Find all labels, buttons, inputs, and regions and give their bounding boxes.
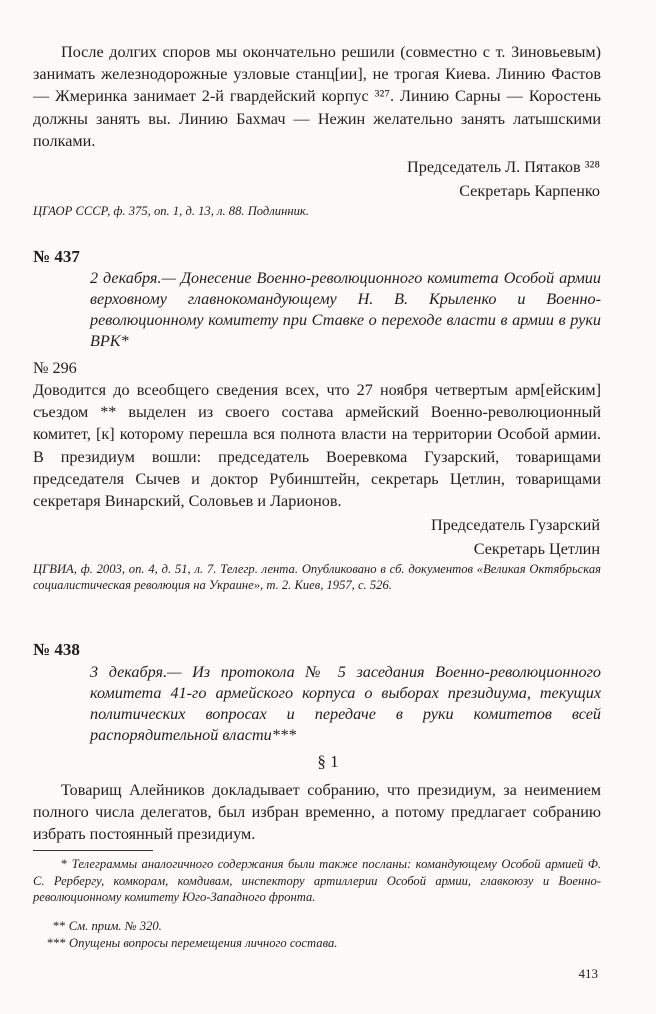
doc438-section-sign: § 1	[317, 752, 339, 771]
doc437-archive-source: ЦГВИА, ф. 2003, оп. 4, д. 51, л. 7. Телегр. лента. Опубликовано в сб. документов «Великая Октябрьская социалистическая революция на Украине», т. 2. Киев, 1957, с. 526.	[33, 562, 601, 593]
doc438-title: 3 декабря.— Из протокола № 5 заседания Военно-революционного комитета 41-го армейского корпуса о выборах президиума, текущих политических вопросах и передаче в руки комитетов всей распорядительной власти***	[90, 663, 601, 744]
doc438-paragraph: Товарищ Алейников докладывает собранию, что президиум, за неимением полного числа делегатов, был избран временно, а потому предлагает собранию избрать постоянный президиум.	[33, 781, 601, 844]
footnote-1-marker: *	[61, 857, 68, 871]
doc438-number: № 438	[33, 640, 80, 659]
doc437-sign-chair: Председатель Гузарский	[431, 516, 600, 534]
footnote-3-text: Опущены вопросы перемещения личного состава.	[69, 936, 338, 950]
footnote-2	[33, 918, 601, 935]
doc437-sign-secretary: Секретарь Цетлин	[473, 540, 600, 558]
top-paragraph: После долгих споров мы окончательно решили (совместно с т. Зиновьевым) занимать железнодорожные узловые станц[ии], не трогая Киева. Линию Фастов — Жмеринка занимает 2-й гвардейский корпус ³²⁷. Линию Сарны — Коростень должны занять вы. Линию Бахмач — Нежин желательно занять латышскими полками.	[33, 43, 601, 150]
page-number: 413	[578, 966, 598, 981]
doc437-number: № 437	[33, 247, 80, 266]
top-archive-source: ЦГАОР СССР, ф. 375, оп. 1, д. 13, л. 88. Подлинник.	[33, 204, 309, 218]
top-sign-secretary: Секретарь Карпенко	[459, 182, 600, 200]
top-sign-chair: Председатель Л. Пятаков ³²⁸	[407, 158, 600, 176]
doc437-title: 2 декабря.— Донесение Военно-революционного комитета Особой армии верховному главнокомандующему Н. В. Крыленко и Военно-революционному комитету при Ставке о переходе власти в армии в руки ВРК*	[90, 269, 601, 350]
footnote-2-text: См. прим. № 320.	[68, 919, 162, 933]
footnote-2-marker: **	[53, 919, 66, 933]
footnote-1-text: Телеграммы аналогичного содержания были также посланы: командующему Особой армией Ф. С. Рербергу, комкорам, комдивам, инспектору артиллерии Особой армии, главкоюзу и Военно-революционному комитету Юго-Западного фронта.	[33, 857, 601, 905]
footnote-3	[33, 935, 601, 952]
footnote-rule	[33, 850, 153, 851]
doc437-inner-number: № 296	[33, 359, 77, 377]
doc437-paragraph: Доводится до всеобщего сведения всех, что 27 ноября четвертым арм[ейским] съездом ** выделен из своего состава армейский Военно-революционный комитет, [к] которому перешла вся полнота власти на территории Особой армии. В президиум вошли: председатель Воеревкома Гузарский, товарищами председателя Сычев и доктор Рубинштейн, секретарь Цетлин, товарищами секретаря Винарский, Соловьев и Ларионов.	[33, 381, 601, 511]
footnote-3-marker: ***	[47, 936, 66, 950]
footnote-1	[33, 856, 601, 906]
